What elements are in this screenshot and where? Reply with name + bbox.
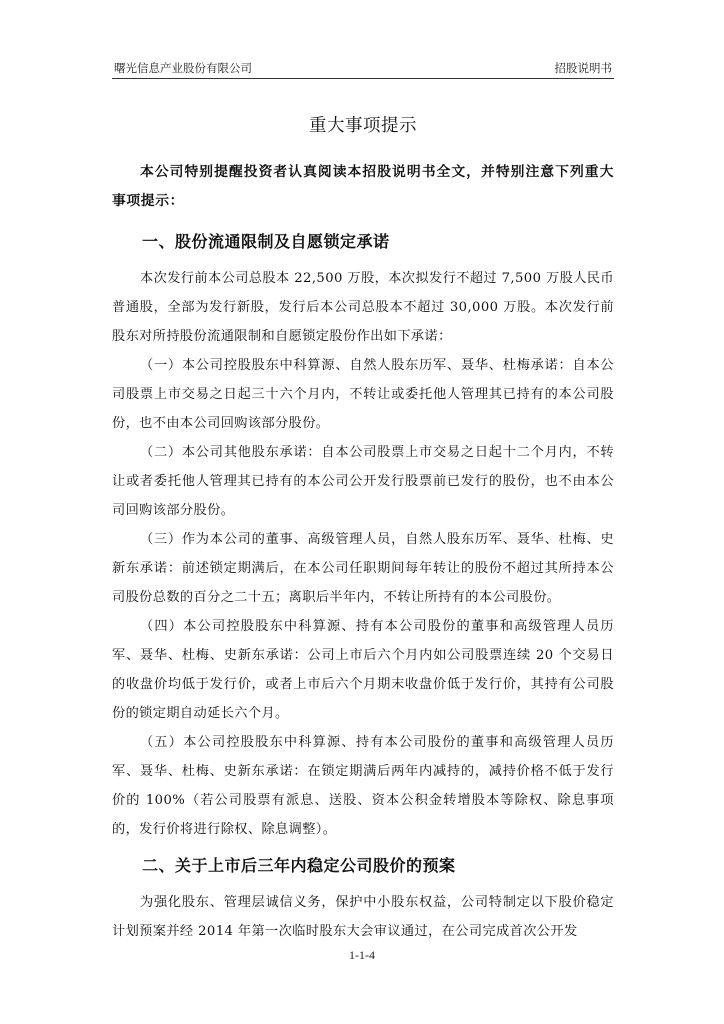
paragraph: （五）本公司控股股东中科算源、持有本公司股份的董事和高级管理人员历军、聂华、杜梅、史新东承诺：在锁定期满后两年内减持的，减持价格不低于发行价的 100%（若公司股票有派息、送股、资本公积金转增股本等除权、除息事项的，发行价将进行除权、除息调整）。 — [112, 735, 614, 837]
page-header — [112, 58, 614, 79]
page-title: 重大事项提示 — [309, 116, 417, 136]
header-company-name: 曙光信息产业股份有限公司 — [114, 61, 252, 75]
section-price-stabilization — [112, 852, 614, 946]
paragraph: （二）本公司其他股东承诺：自本公司股票上市交易之日起十二个月内，不转让或者委托他人管理其已持有的本公司公开发行股票前已发行的股份，也不由本公司回购该部分股份。 — [112, 445, 614, 518]
investor-notice: 本公司特别提醒投资者认真阅读本招股说明书全文，并特别注意下列重大事项提示： — [112, 164, 614, 209]
paragraph: （三）作为本公司的董事、高级管理人员，自然人股东历军、聂华、杜梅、史新东承诺：前述锁定期满后，在本公司任职期间每年转让的股份不超过其所持本公司股份总数的百分之二十五；离职后半年内，不转让所持有的本公司股份。 — [112, 532, 614, 605]
section-heading: 二、关于上市后三年内稳定公司股价的预案 — [142, 856, 456, 875]
document-body — [112, 110, 614, 946]
paragraph: （四）本公司控股股东中科算源、持有本公司股份的董事和高级管理人员历军、聂华、杜梅、史新东承诺：公司上市后六个月内如公司股票连续 20 个交易日的收盘价均低于发行价，或者上市后六个月期末收盘价低于发行价，其持有公司股份的锁定期自动延长六个月。 — [112, 619, 614, 721]
paragraph: 为强化股东、管理层诚信义务，保护中小股东权益，公司特制定以下股价稳定计划预案并经 2014 年第一次临时股东大会审议通过，在公司完成首次公开发 — [112, 895, 614, 939]
page-number: 1-1-4 — [349, 948, 375, 962]
paragraph: （一）本公司控股股东中科算源、自然人股东历军、聂华、杜梅承诺：自本公司股票上市交易之日起三十六个月内，不转让或委托他人管理其已持有的本公司股份，也不由本公司回购该部分股份。 — [112, 358, 614, 431]
section-lockup-commitments — [112, 228, 614, 844]
paragraph: 本次发行前本公司总股本 22,500 万股，本次拟发行不超过 7,500 万股人民币普通股，全部为发行新股，发行后本公司总股本不超过 30,000 万股。本次发行前股东对所持股份流通限制和自愿锁定股份作出如下承诺： — [112, 271, 614, 344]
section-heading: 一、股份流通限制及自愿锁定承诺 — [142, 232, 390, 251]
header-document-type: 招股说明书 — [554, 61, 612, 75]
